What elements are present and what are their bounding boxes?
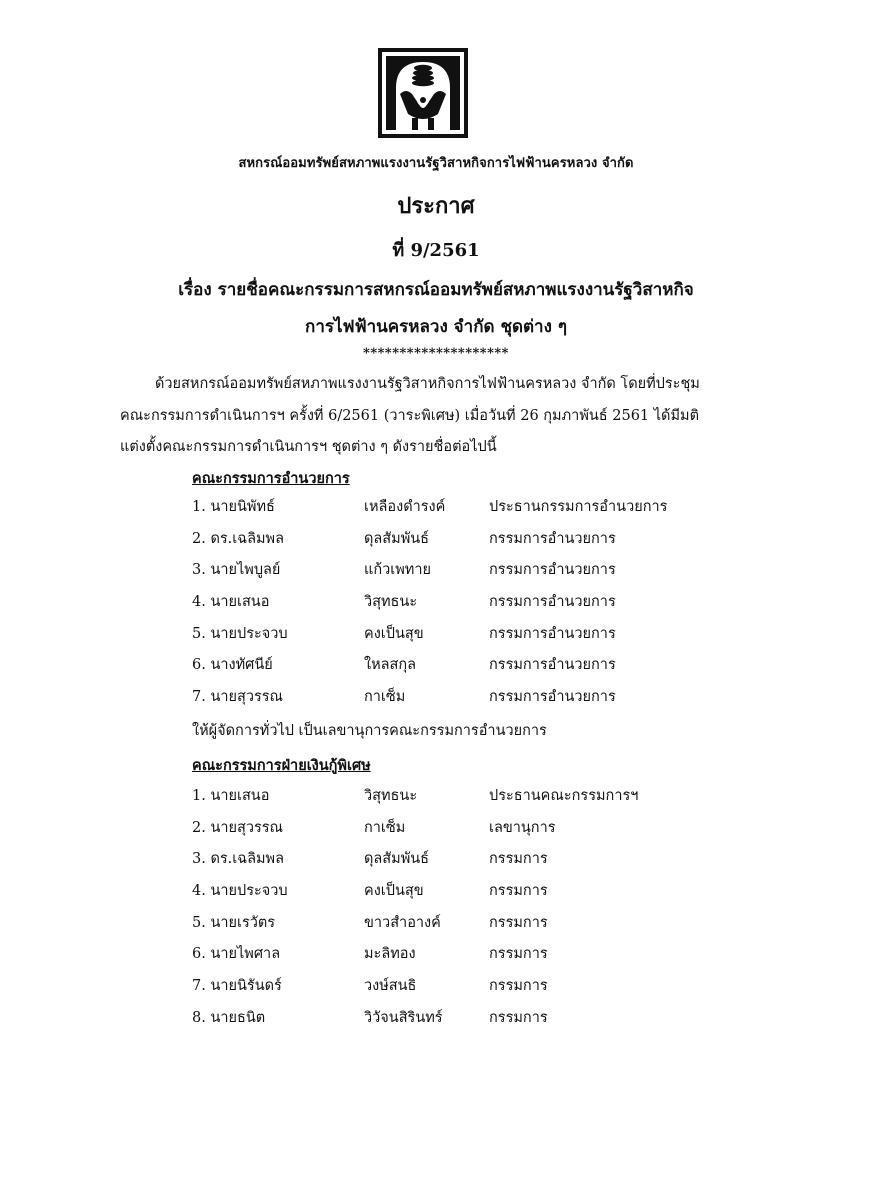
member-role: เลขานุการ (489, 819, 556, 836)
admin-committee-list (192, 495, 752, 717)
member-name: 7. นายนิรันดร์ (192, 978, 282, 995)
list-item (192, 590, 752, 622)
member-role: กรรมการ (489, 978, 548, 995)
list-item (192, 911, 752, 943)
separator: ******************** (363, 346, 509, 361)
member-name: 4. นายเสนอ (192, 594, 270, 611)
list-item (192, 974, 752, 1006)
member-name: 6. นายไพศาล (192, 946, 281, 963)
member-surname: ขาวสำอางค์ (364, 914, 441, 931)
member-surname: วิสุทธนะ (364, 788, 418, 804)
body-line-3: แต่งตั้งคณะกรรมการดำเนินการฯ ชุดต่าง ๆ ดังรายชื่อต่อไปนี้ (120, 439, 497, 455)
list-item (192, 558, 752, 590)
subject-line-1: เรื่อง รายชื่อคณะกรรมการสหกรณ์ออมทรัพย์สหภาพแรงงานรัฐวิสาหกิจ (178, 280, 694, 300)
cooperative-logo (378, 48, 468, 138)
member-surname: มะลิทอง (364, 946, 416, 963)
list-item (192, 816, 752, 848)
member-role: กรรมการอำนวยการ (489, 657, 616, 674)
list-item (192, 495, 752, 527)
member-surname: คงเป็นสุข (364, 883, 424, 900)
list-item (192, 653, 752, 685)
member-role: กรรมการอำนวยการ (489, 625, 616, 642)
member-role: ประธานกรรมการอำนวยการ (489, 499, 668, 515)
member-name: 1. นายเสนอ (192, 788, 270, 804)
admin-committee-heading: คณะกรรมการอำนวยการ (192, 470, 350, 487)
member-name: 5. นายเรวัตร (192, 914, 276, 931)
member-name: 1. นายนิพัทธ์ (192, 499, 275, 515)
subject-line-2: การไฟฟ้านครหลวง จำกัด ชุดต่าง ๆ (305, 317, 567, 337)
member-name: 2. ดร.เฉลิมพล (192, 530, 284, 547)
member-name: 4. นายประจวบ (192, 883, 288, 900)
member-role: กรรมการ (489, 1009, 548, 1026)
announcement-number: ที่ 9/2561 (392, 240, 480, 261)
document-title: ประกาศ (397, 193, 475, 219)
member-role: กรรมการ (489, 946, 548, 963)
member-surname: ดุลสัมพันธ์ (364, 530, 430, 547)
member-name: 2. นายสุวรรณ (192, 819, 284, 836)
list-item (192, 784, 752, 816)
member-surname: วิสุทธนะ (364, 594, 418, 611)
loan-committee-heading: คณะกรรมการฝ่ายเงินกู้พิเศษ (192, 757, 371, 774)
member-name: 8. นายธนิต (192, 1009, 266, 1026)
list-item (192, 847, 752, 879)
body-line-2: คณะกรรมการดำเนินการฯ ครั้งที่ 6/2561 (วาระพิเศษ) เมื่อวันที่ 26 กุมภาพันธ์ 2561 ได้มีมติ (120, 408, 700, 424)
list-item (192, 685, 752, 717)
member-surname: ใหลสกุล (364, 657, 417, 674)
member-name: 7. นายสุวรรณ (192, 689, 284, 706)
member-surname: วิวัจนสิรินทร์ (364, 1009, 443, 1026)
list-item (192, 879, 752, 911)
list-item (192, 1006, 752, 1038)
list-item (192, 942, 752, 974)
member-role: กรรมการ (489, 851, 548, 868)
organization-name: สหกรณ์ออมทรัพย์สหภาพแรงงานรัฐวิสาหกิจการไฟฟ้านครหลวง จำกัด (238, 156, 634, 171)
body-line-1: ด้วยสหกรณ์ออมทรัพย์สหภาพแรงงานรัฐวิสาหกิจการไฟฟ้านครหลวง จำกัด โดยที่ประชุม (155, 376, 700, 392)
member-surname: คงเป็นสุข (364, 625, 424, 642)
list-item (192, 622, 752, 654)
member-surname: วงษ์สนธิ (364, 978, 417, 995)
member-surname: ดุลสัมพันธ์ (364, 851, 430, 868)
secretary-note: ให้ผู้จัดการทั่วไป เป็นเลขานุการคณะกรรมการอำนวยการ (192, 723, 547, 739)
member-name: 6. นางทัศนีย์ (192, 657, 273, 674)
member-name: 3. ดร.เฉลิมพล (192, 851, 284, 868)
member-surname: แก้วเพทาย (364, 562, 431, 579)
member-surname: กาเซ็ม (364, 819, 406, 836)
loan-committee-list (192, 784, 752, 1038)
member-surname: เหลืองดำรงค์ (364, 499, 446, 515)
member-name: 5. นายประจวบ (192, 625, 288, 642)
member-role: กรรมการ (489, 883, 548, 900)
member-role: กรรมการอำนวยการ (489, 530, 616, 547)
member-role: กรรมการอำนวยการ (489, 562, 616, 579)
list-item (192, 527, 752, 559)
member-surname: กาเซ็ม (364, 689, 406, 706)
member-role: ประธานคณะกรรมการฯ (489, 788, 639, 804)
member-role: กรรมการอำนวยการ (489, 689, 616, 706)
member-role: กรรมการอำนวยการ (489, 594, 616, 611)
member-name: 3. นายไพบูลย์ (192, 562, 281, 579)
member-role: กรรมการ (489, 914, 548, 931)
